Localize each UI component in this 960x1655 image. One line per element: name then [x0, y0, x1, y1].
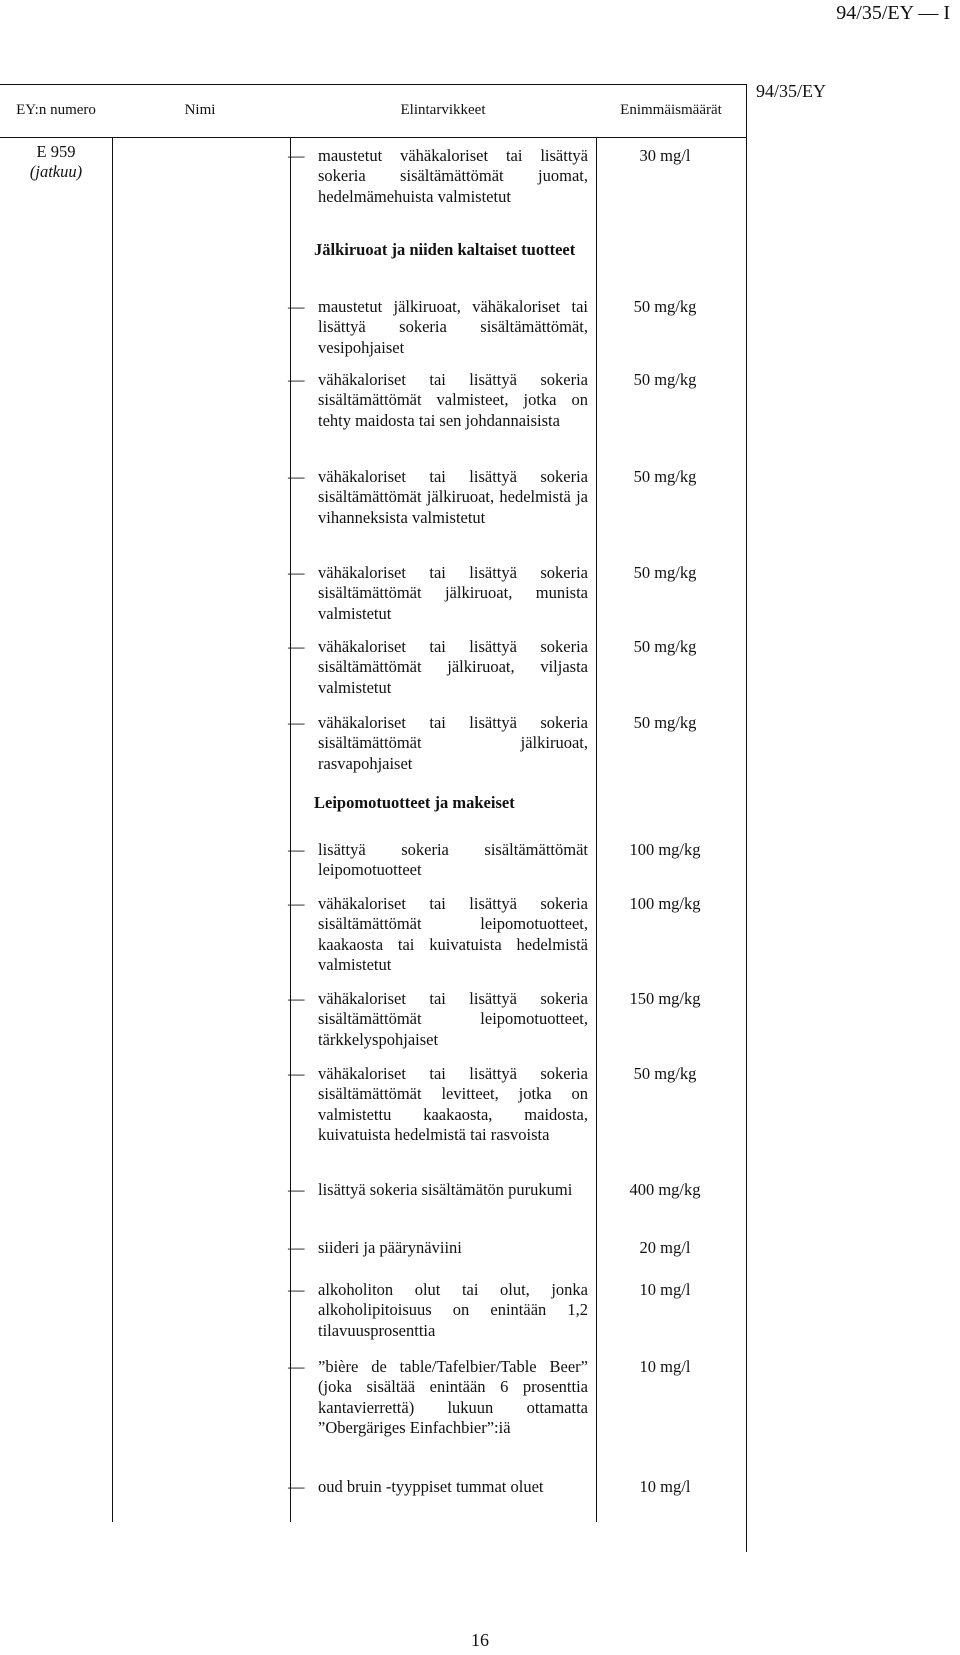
- food-item-text: maustetut vähäkaloriset tai lisättyä sokeria sisältämättömät juomat, hedelmämehuista valmistetut: [318, 146, 588, 206]
- food-item: [288, 297, 588, 358]
- list-dash: —: [288, 1064, 305, 1083]
- max-level-value: 50 mg/kg: [633, 713, 697, 732]
- list-dash: —: [288, 637, 305, 656]
- column-header-foods: Elintarvikkeet: [400, 102, 486, 118]
- max-level-value: 50 mg/kg: [633, 297, 697, 316]
- list-dash: —: [288, 1180, 305, 1199]
- list-dash: —: [288, 840, 305, 859]
- food-item-text: vähäkaloriset tai lisättyä sokeria sisältämättömät jälkiruoat, hedelmistä ja vihanneksista valmistetut: [318, 467, 588, 527]
- max-level-value: 100 mg/kg: [629, 840, 701, 859]
- max-level-value: 400 mg/kg: [629, 1180, 701, 1199]
- max-level-value: 50 mg/kg: [633, 370, 697, 389]
- list-dash: —: [288, 894, 305, 913]
- column-header-max-levels: Enimmäismäärät: [620, 102, 722, 118]
- list-dash: —: [288, 713, 305, 732]
- food-item-text: vähäkaloriset tai lisättyä sokeria sisältämättömät jälkiruoat, viljasta valmistetut: [318, 637, 588, 697]
- continued-label: (jatkuu): [29, 162, 83, 181]
- list-dash: —: [288, 1280, 305, 1299]
- list-dash: —: [288, 1357, 305, 1376]
- food-item-text: vähäkaloriset tai lisättyä sokeria sisältämättömät jälkiruoat, rasvapohjaiset: [318, 713, 588, 773]
- food-item: [288, 563, 588, 624]
- max-level-value: 50 mg/kg: [633, 637, 697, 656]
- food-item: [288, 1180, 588, 1200]
- list-dash: —: [288, 563, 305, 582]
- food-item-text: ”bière de table/Tafelbier/Table Beer” (joka sisältää enintään 6 prosenttia kantavierrettä) lukuun ottamatta ”Obergäriges Einfachbier”:iä: [318, 1357, 588, 1438]
- section-heading: Leipomotuotteet ja makeiset: [314, 793, 515, 812]
- food-item: [288, 146, 588, 207]
- food-item: [288, 1064, 588, 1146]
- max-level-value: 150 mg/kg: [629, 989, 701, 1008]
- food-item-text: vähäkaloriset tai lisättyä sokeria sisältämättömät leipomotuotteet, kaakaosta tai kuivatuista hedelmistä valmistetut: [318, 894, 588, 975]
- list-dash: —: [288, 989, 305, 1008]
- max-level-value: 20 mg/l: [639, 1238, 691, 1257]
- max-level-value: 10 mg/l: [639, 1357, 691, 1376]
- food-item-text: siideri ja päärynäviini: [318, 1238, 462, 1257]
- column-header-e-number: EY:n numero: [16, 102, 96, 118]
- max-level-value: 10 mg/l: [639, 1280, 691, 1299]
- food-item-text: vähäkaloriset tai lisättyä sokeria sisältämättömät leipomotuotteet, tärkkelyspohjaiset: [318, 989, 588, 1049]
- column-divider: [596, 137, 597, 1522]
- e-number-code: E 959: [36, 142, 76, 161]
- section-heading: Jälkiruoat ja niiden kaltaiset tuotteet: [314, 240, 576, 259]
- food-item: [288, 713, 588, 774]
- food-item-text: vähäkaloriset tai lisättyä sokeria sisältämättömät jälkiruoat, munista valmistetut: [318, 563, 588, 623]
- document-reference-side: 94/35/EY: [756, 81, 826, 101]
- document-reference-header: 94/35/EY — I: [836, 2, 950, 24]
- column-divider: [112, 137, 113, 1522]
- column-divider: [290, 137, 291, 1522]
- table-header-row: [0, 85, 746, 138]
- max-level-value: 50 mg/kg: [633, 1064, 697, 1083]
- max-level-value: 30 mg/l: [639, 146, 691, 165]
- food-item: [288, 894, 588, 976]
- food-item: [288, 467, 588, 528]
- food-item-text: lisättyä sokeria sisältämättömät leipomotuotteet: [318, 840, 588, 880]
- food-item-text: alkoholiton olut tai olut, jonka alkoholipitoisuus on enintään 1,2 tilavuusprosenttia: [318, 1280, 588, 1340]
- max-level-value: 50 mg/kg: [633, 467, 697, 486]
- food-item: [288, 989, 588, 1050]
- food-item: [288, 370, 588, 431]
- food-item-text: oud bruin -tyyppiset tummat oluet: [318, 1477, 544, 1496]
- list-dash: —: [288, 370, 305, 389]
- list-dash: —: [288, 146, 305, 165]
- food-item: [288, 1357, 588, 1439]
- food-item: [288, 1280, 588, 1341]
- list-dash: —: [288, 297, 305, 316]
- table-right-rule: [746, 84, 747, 1552]
- list-dash: —: [288, 467, 305, 486]
- food-item: [288, 1477, 588, 1497]
- food-item: [288, 840, 588, 881]
- food-item: [288, 1238, 588, 1258]
- page-number: 16: [471, 1630, 489, 1650]
- max-level-value: 100 mg/kg: [629, 894, 701, 913]
- food-item: [288, 637, 588, 698]
- food-item-text: maustetut jälkiruoat, vähäkaloriset tai lisättyä sokeria sisältämättömät, vesipohjaiset: [318, 297, 588, 357]
- max-level-value: 50 mg/kg: [633, 563, 697, 582]
- max-level-value: 10 mg/l: [639, 1477, 691, 1496]
- list-dash: —: [288, 1238, 305, 1257]
- e-number-cell: [20, 142, 92, 182]
- food-item-text: vähäkaloriset tai lisättyä sokeria sisältämättömät levitteet, jotka on valmistettu kaakaosta, maidosta, kuivatuista hedelmistä tai rasvoista: [318, 1064, 588, 1145]
- food-item-text: lisättyä sokeria sisältämätön purukumi: [318, 1180, 573, 1199]
- food-item-text: vähäkaloriset tai lisättyä sokeria sisältämättömät valmisteet, jotka on tehty maidosta tai sen johdannaisista: [318, 370, 588, 430]
- column-header-name: Nimi: [184, 102, 216, 118]
- list-dash: —: [288, 1477, 305, 1496]
